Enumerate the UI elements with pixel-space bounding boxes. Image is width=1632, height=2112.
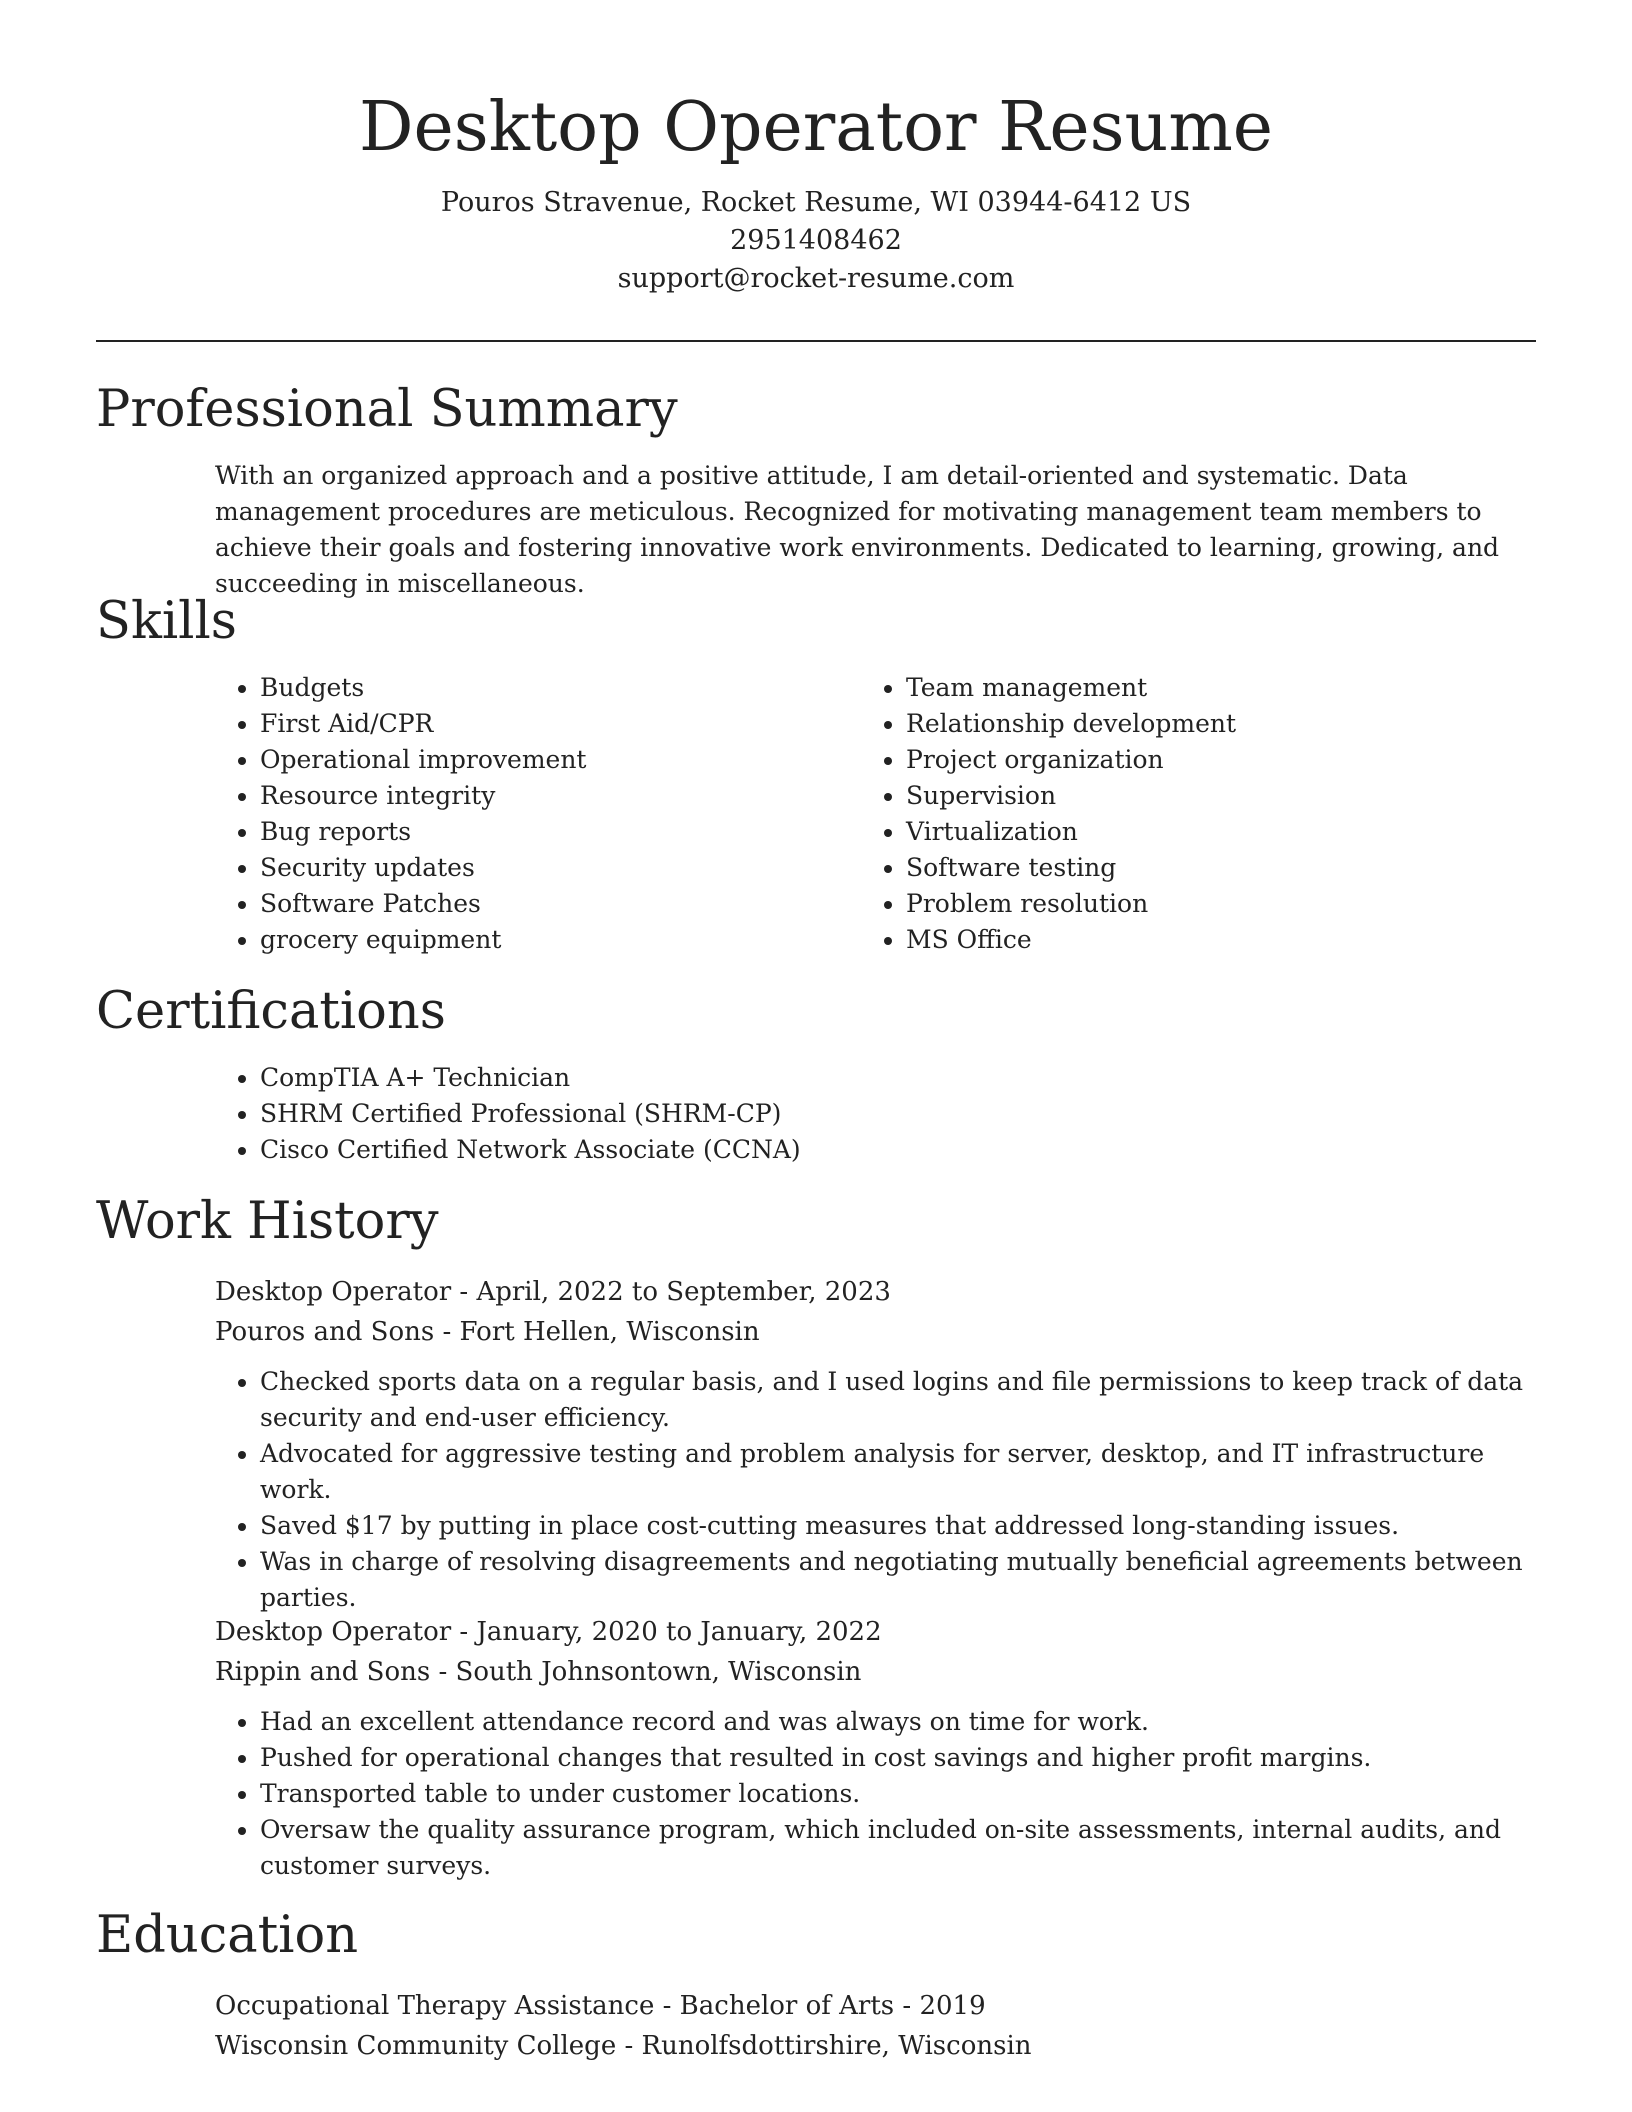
job-company-line: Pouros and Sons - Fort Hellen, Wisconsin xyxy=(215,1317,760,1347)
job-bullet: • Advocated for aggressive testing and problem analysis for server, desktop, and IT infrastructure work. xyxy=(260,1436,1537,1508)
skill-item: • Software Patches xyxy=(260,886,855,922)
job-entry xyxy=(215,1272,1537,1616)
job-bullet: • Was in charge of resolving disagreements and negotiating mutually beneficial agreements between parties. xyxy=(260,1544,1537,1616)
skill-item: • Software testing xyxy=(906,850,1501,886)
job-bullet: • Checked sports data on a regular basis, and I used logins and file permissions to keep track of data security and end-user efficiency. xyxy=(260,1364,1537,1436)
resume-header xyxy=(0,0,1632,298)
education-entry xyxy=(215,1986,1537,2066)
header-divider xyxy=(96,340,1536,342)
skill-item: • Supervision xyxy=(906,778,1501,814)
work-history-heading: Work History xyxy=(96,1192,439,1251)
skills-column-left xyxy=(215,670,855,958)
skill-item: • Problem resolution xyxy=(906,886,1501,922)
skill-item: • grocery equipment xyxy=(260,922,855,958)
certifications-section xyxy=(215,1060,1537,1168)
certification-item: • CompTIA A+ Technician xyxy=(260,1060,1537,1096)
certifications-heading: Certifications xyxy=(96,982,446,1041)
skill-item: • Project organization xyxy=(906,742,1501,778)
summary-section xyxy=(215,458,1537,602)
job-bullet: • Transported table to under customer locations. xyxy=(260,1776,1537,1812)
skill-item: • MS Office xyxy=(906,922,1501,958)
skill-item: • Team management xyxy=(906,670,1501,706)
job-bullet: • Oversaw the quality assurance program, which included on-site assessments, internal audits, and customer surveys. xyxy=(260,1812,1537,1884)
resume-title: Desktop Operator Resume xyxy=(358,88,1274,167)
certification-item: • Cisco Certified Network Associate (CCNA) xyxy=(260,1132,1537,1168)
skill-item: • Bug reports xyxy=(260,814,855,850)
job-role-line: Desktop Operator - April, 2022 to September, 2023 xyxy=(215,1277,891,1307)
contact-phone: 2951408462 xyxy=(730,225,902,256)
contact-info xyxy=(0,184,1632,298)
education-heading: Education xyxy=(96,1906,359,1965)
summary-text: With an organized approach and a positive attitude, I am detail-oriented and systematic. Data management procedures are meticulous. Recognized for motivating management team members to achieve their goals and fostering innovative work environments. Dedicated to learning, growing, and succeeding in miscellaneous. xyxy=(215,461,1500,598)
skills-column-right xyxy=(861,670,1501,958)
summary-heading: Professional Summary xyxy=(96,380,678,439)
skill-item: • Security updates xyxy=(260,850,855,886)
job-bullet: • Had an excellent attendance record and was always on time for work. xyxy=(260,1704,1537,1740)
education-degree-line: Occupational Therapy Assistance - Bachelor of Arts - 2019 xyxy=(215,1991,986,2021)
education-school-line: Wisconsin Community College - Runolfsdottirshire, Wisconsin xyxy=(215,2031,1032,2061)
job-company-line: Rippin and Sons - South Johnsontown, Wisconsin xyxy=(215,1657,862,1687)
skill-item: • Relationship development xyxy=(906,706,1501,742)
job-bullet: • Pushed for operational changes that resulted in cost savings and higher profit margins. xyxy=(260,1740,1537,1776)
skill-item: • Resource integrity xyxy=(260,778,855,814)
skill-item: • Virtualization xyxy=(906,814,1501,850)
skills-heading: Skills xyxy=(96,592,237,651)
certification-item: • SHRM Certified Professional (SHRM-CP) xyxy=(260,1096,1537,1132)
skill-item: • Operational improvement xyxy=(260,742,855,778)
contact-address: Pouros Stravenue, Rocket Resume, WI 03944-6412 US xyxy=(440,187,1192,218)
skill-item: • Budgets xyxy=(260,670,855,706)
job-role-line: Desktop Operator - January, 2020 to January, 2022 xyxy=(215,1617,882,1647)
job-entry xyxy=(215,1612,1537,1884)
job-bullet: • Saved $17 by putting in place cost-cutting measures that addressed long-standing issues. xyxy=(260,1508,1537,1544)
skill-item: • First Aid/CPR xyxy=(260,706,855,742)
contact-email: support@rocket-resume.com xyxy=(617,263,1015,294)
